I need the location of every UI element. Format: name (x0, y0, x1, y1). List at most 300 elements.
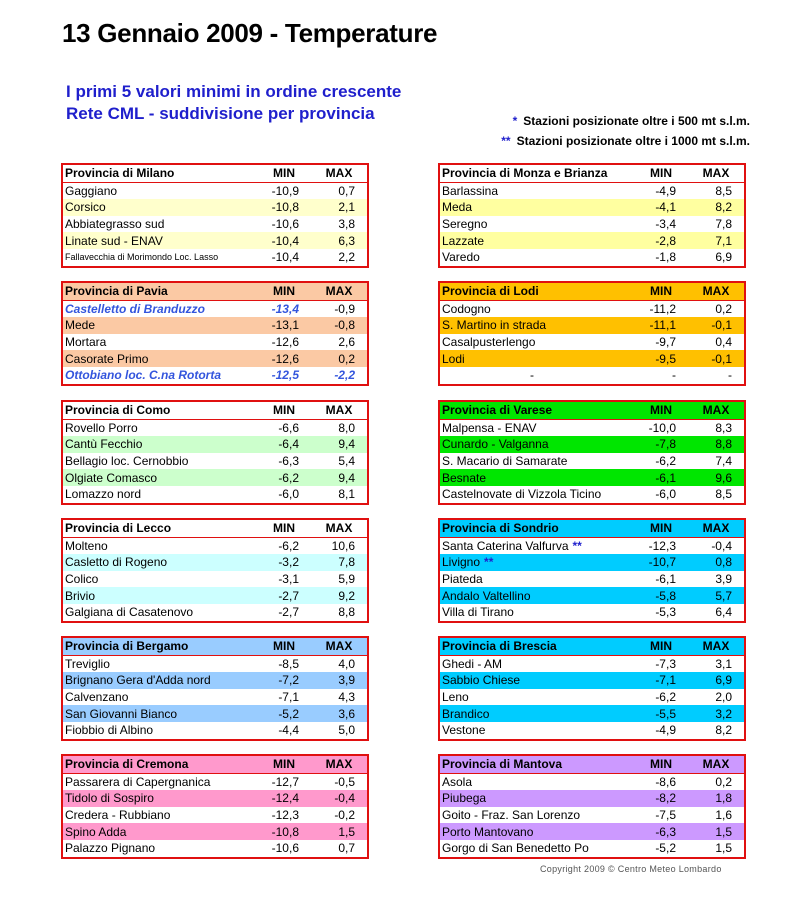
province-title: Provincia di Varese (442, 403, 553, 418)
max-temp: 4,3 (338, 690, 355, 705)
station-name-text: Lazzate (442, 233, 485, 248)
station-row (63, 840, 367, 857)
station-name (63, 825, 245, 839)
station-row (63, 301, 367, 318)
station-name-text: Meda (442, 200, 473, 215)
station-name (440, 234, 622, 248)
page-title: 13 Gennaio 2009 - Temperature (62, 18, 438, 48)
station-name (63, 487, 245, 501)
col-min-header: MIN (273, 403, 295, 418)
min-temp: -12,5 (271, 368, 299, 383)
station-name-text: Gorgo di San Benedetto Po (442, 841, 589, 856)
min-temp: -6,2 (655, 454, 676, 469)
station-name-text: Besnate (442, 470, 487, 485)
max-temp: 3,1 (715, 656, 732, 671)
station-name-text: Molteno (65, 538, 108, 553)
min-temp: -2,8 (655, 233, 676, 248)
station-name-text: Passarera di Capergnanica (65, 774, 211, 789)
min-temp: -10,8 (271, 200, 299, 215)
station-row (440, 538, 744, 555)
max-temp: -0,1 (711, 351, 732, 366)
min-temp: -5,8 (655, 588, 676, 603)
station-name (440, 368, 622, 382)
province-title: Provincia di Lecco (65, 521, 172, 536)
station-name (440, 250, 622, 264)
station-name (440, 555, 622, 569)
single-star-icon: * (512, 114, 518, 128)
province-header (440, 283, 744, 301)
station-row (440, 672, 744, 689)
max-temp: 2,1 (338, 200, 355, 215)
max-temp: -0,1 (711, 318, 732, 333)
station-name (63, 723, 245, 737)
max-temp: -0,4 (334, 791, 355, 806)
max-temp: 4,0 (338, 656, 355, 671)
max-temp: -0,9 (334, 301, 355, 316)
station-name (440, 454, 622, 468)
station-name-text: Casalpusterlengo (442, 335, 536, 350)
station-name-text: Ghedi - AM (442, 656, 503, 671)
station-name-text: Piateda (442, 572, 483, 587)
station-name-text: Fallavecchia di Morimondo Loc. Lasso (65, 252, 219, 263)
min-temp: -8,6 (655, 774, 676, 789)
min-temp: -6,6 (278, 420, 299, 435)
max-temp: 1,5 (338, 824, 355, 839)
station-row (63, 469, 367, 486)
station-row (440, 367, 744, 384)
province-title: Provincia di Cremona (65, 757, 189, 772)
station-name-text: San Giovanni Bianco (65, 706, 178, 721)
station-name-text: Treviglio (65, 656, 110, 671)
station-name-text: Barlassina (442, 183, 499, 198)
station-name (63, 841, 245, 855)
max-temp: 8,2 (715, 723, 732, 738)
min-temp: -4,1 (655, 200, 676, 215)
station-name-text: Livigno (442, 555, 481, 570)
station-name (63, 657, 245, 671)
station-row (63, 538, 367, 555)
station-name (63, 217, 245, 231)
col-min-header: MIN (273, 639, 295, 654)
station-name (63, 252, 245, 262)
min-temp: -11,2 (649, 301, 676, 316)
col-min-header: MIN (650, 521, 672, 536)
station-name-text: Galgiana di Casatenovo (65, 605, 194, 620)
copyright-footer: Copyright 2009 © Centro Meteo Lombardo (540, 864, 722, 874)
station-name (63, 234, 245, 248)
station-name-text: Credera - Rubbiano (65, 808, 171, 823)
station-name (440, 657, 622, 671)
min-temp: -10,8 (271, 824, 299, 839)
min-temp: -7,5 (655, 808, 676, 823)
station-row (440, 689, 744, 706)
max-temp: 9,2 (338, 588, 355, 603)
col-max-header: MAX (702, 757, 730, 772)
station-name-text: Lodi (442, 351, 465, 366)
min-temp: -5,3 (655, 605, 676, 620)
min-temp: -10,0 (648, 420, 676, 435)
station-name (440, 437, 622, 451)
min-temp: -8,5 (278, 656, 299, 671)
station-name (63, 539, 245, 553)
min-temp: -6,3 (655, 824, 676, 839)
station-row (440, 334, 744, 351)
min-temp: -4,4 (278, 723, 299, 738)
station-name (63, 707, 245, 721)
station-name (440, 589, 622, 603)
station-name (63, 421, 245, 435)
station-name-text: Olgiate Comasco (65, 470, 158, 485)
min-temp: -5,5 (655, 706, 676, 721)
station-name-text: Santa Caterina Valfurva (442, 538, 569, 553)
col-max-header: MAX (325, 403, 353, 418)
station-name-text: Calvenzano (65, 690, 129, 705)
min-temp: -2,7 (278, 605, 299, 620)
station-name (440, 723, 622, 737)
min-temp: -6,1 (655, 572, 676, 587)
station-name (63, 302, 245, 316)
max-temp: 6,4 (715, 605, 732, 620)
min-temp: -12,6 (271, 335, 299, 350)
min-temp: -10,9 (271, 183, 299, 198)
station-name-text: Palazzo Pignano (65, 841, 156, 856)
station-row (440, 604, 744, 621)
legend-1000m (501, 134, 750, 148)
min-temp: -6,2 (278, 470, 299, 485)
min-temp: -4,9 (655, 723, 676, 738)
station-row (63, 554, 367, 571)
max-temp: 1,6 (715, 808, 732, 823)
station-row (440, 350, 744, 367)
station-name-text: S. Martino in strada (442, 318, 547, 333)
station-row (440, 317, 744, 334)
col-min-header: MIN (273, 521, 295, 536)
province-title: Provincia di Mantova (442, 757, 563, 772)
col-max-header: MAX (702, 166, 730, 181)
max-temp: 8,1 (338, 487, 355, 502)
max-temp: 5,4 (338, 454, 355, 469)
max-temp: 0,7 (338, 183, 355, 198)
station-name-text: Goito - Fraz. San Lorenzo (442, 808, 581, 823)
max-temp: -2,2 (334, 368, 355, 383)
station-row (63, 705, 367, 722)
station-row (440, 183, 744, 200)
province-title: Provincia di Sondrio (442, 521, 559, 536)
province-title: Provincia di Lodi (442, 284, 539, 299)
station-name (63, 200, 245, 214)
col-min-header: MIN (273, 284, 295, 299)
station-row (440, 571, 744, 588)
max-temp: 2,2 (338, 250, 355, 265)
col-min-header: MIN (273, 166, 295, 181)
col-max-header: MAX (702, 284, 730, 299)
col-max-header: MAX (325, 757, 353, 772)
max-temp: 9,4 (338, 437, 355, 452)
station-name-text: - (530, 368, 534, 383)
station-name-text: Linate sud - ENAV (65, 233, 163, 248)
station-row (63, 656, 367, 673)
min-temp: -10,4 (271, 250, 299, 265)
province-title: Provincia di Pavia (65, 284, 168, 299)
province-table (438, 400, 746, 505)
province-header (63, 520, 367, 538)
min-temp: -7,3 (655, 656, 676, 671)
station-name (440, 673, 622, 687)
station-name-text: S. Macario di Samarate (442, 454, 568, 469)
min-temp: -11,1 (649, 318, 676, 333)
max-temp: 10,6 (331, 538, 355, 553)
station-name-text: Bellagio loc. Cernobbio (65, 454, 189, 469)
province-header (440, 638, 744, 656)
station-name-text: Ottobiano loc. C.na Rotorta (65, 368, 221, 383)
station-row (440, 469, 744, 486)
max-temp: 9,4 (338, 470, 355, 485)
station-name-text: Andalo Valtellino (442, 588, 531, 603)
col-min-header: MIN (650, 757, 672, 772)
max-temp: 0,4 (715, 335, 732, 350)
station-name-text: Leno (442, 690, 469, 705)
station-row (63, 672, 367, 689)
min-temp: -7,1 (655, 673, 676, 688)
station-name (63, 184, 245, 198)
station-name (440, 572, 622, 586)
max-temp: 7,8 (338, 555, 355, 570)
double-star-icon: ** (572, 538, 582, 553)
province-header (63, 283, 367, 301)
col-max-header: MAX (702, 521, 730, 536)
station-name-text: Gaggiano (65, 183, 118, 198)
station-row (63, 232, 367, 249)
station-row (63, 317, 367, 334)
max-temp: 3,9 (338, 673, 355, 688)
max-temp: 3,2 (715, 706, 732, 721)
station-name-text: Tidolo di Sospiro (65, 791, 154, 806)
province-table (61, 163, 369, 268)
station-name (63, 335, 245, 349)
station-name-text: Spino Adda (65, 824, 127, 839)
province-header (440, 520, 744, 538)
legend-500m (513, 114, 750, 128)
max-temp: -0,8 (334, 318, 355, 333)
min-temp: -10,7 (648, 555, 676, 570)
station-row (63, 350, 367, 367)
station-name (440, 471, 622, 485)
province-title: Provincia di Bergamo (65, 639, 189, 654)
station-row (440, 587, 744, 604)
station-name (63, 368, 245, 382)
station-row (440, 840, 744, 857)
station-name-text: Vestone (442, 723, 486, 738)
station-row (63, 689, 367, 706)
min-temp: -6,0 (655, 487, 676, 502)
max-temp: 6,9 (715, 250, 732, 265)
min-temp: -9,7 (655, 335, 676, 350)
station-name (440, 605, 622, 619)
station-row (63, 216, 367, 233)
station-row (440, 216, 744, 233)
province-header (440, 165, 744, 183)
min-temp: -1,8 (655, 250, 676, 265)
station-name (440, 707, 622, 721)
station-name (440, 825, 622, 839)
station-name (63, 437, 245, 451)
station-row (63, 774, 367, 791)
station-row (63, 486, 367, 503)
province-table (438, 281, 746, 386)
col-max-header: MAX (325, 284, 353, 299)
min-temp: -7,2 (278, 673, 299, 688)
station-row (440, 722, 744, 739)
station-name-text: Castelnovate di Vizzola Ticino (442, 487, 602, 502)
station-name-text: Piubega (442, 791, 487, 806)
station-name (440, 200, 622, 214)
max-temp: 6,9 (715, 673, 732, 688)
station-name-text: Varedo (442, 250, 480, 265)
station-name (440, 302, 622, 316)
station-name (440, 841, 622, 855)
station-name-text: Mortara (65, 335, 107, 350)
station-name-text: Brandico (442, 706, 490, 721)
station-name-text: Codogno (442, 301, 491, 316)
station-row (63, 199, 367, 216)
subtitle-network: Rete CML - suddivisione per provincia (66, 104, 375, 123)
station-row (63, 183, 367, 200)
station-name-text: Rovello Porro (65, 420, 138, 435)
col-min-header: MIN (650, 166, 672, 181)
province-table (438, 754, 746, 859)
max-temp: 0,7 (338, 841, 355, 856)
max-temp: 9,6 (715, 470, 732, 485)
min-temp: -6,3 (278, 454, 299, 469)
station-name-text: Sabbio Chiese (442, 673, 521, 688)
station-row (63, 807, 367, 824)
station-name (440, 318, 622, 332)
station-name (440, 539, 622, 553)
col-max-header: MAX (325, 166, 353, 181)
min-temp: -6,1 (655, 470, 676, 485)
station-name (63, 318, 245, 332)
station-name-text: Porto Mantovano (442, 824, 534, 839)
station-name-text: Malpensa - ENAV (442, 420, 537, 435)
province-table (61, 636, 369, 741)
max-temp: -0,4 (711, 538, 732, 553)
max-temp: 0,8 (715, 555, 732, 570)
province-table (61, 518, 369, 623)
station-name (440, 775, 622, 789)
station-name (63, 690, 245, 704)
min-temp: -6,4 (278, 437, 299, 452)
station-name (440, 184, 622, 198)
station-name-text: Cunardo - Valganna (442, 437, 549, 452)
station-name-text: Mede (65, 318, 96, 333)
station-name-text: Villa di Tirano (442, 605, 514, 620)
min-temp: -10,6 (271, 217, 299, 232)
station-name (440, 808, 622, 822)
station-name (440, 217, 622, 231)
max-temp: 7,4 (715, 454, 732, 469)
station-name-text: Lomazzo nord (65, 487, 142, 502)
max-temp: -0,5 (334, 774, 355, 789)
province-table (438, 636, 746, 741)
province-table (438, 518, 746, 623)
station-row (440, 823, 744, 840)
max-temp: - (728, 368, 732, 383)
col-max-header: MAX (325, 521, 353, 536)
station-name-text: Seregno (442, 217, 488, 232)
station-row (63, 420, 367, 437)
station-name-text: Fiobbio di Albino (65, 723, 154, 738)
province-title: Provincia di Milano (65, 166, 175, 181)
max-temp: 8,2 (715, 200, 732, 215)
max-temp: 1,5 (715, 841, 732, 856)
station-row (440, 774, 744, 791)
station-row (440, 554, 744, 571)
station-name-text: Corsico (65, 200, 106, 215)
station-name (63, 454, 245, 468)
station-row (63, 604, 367, 621)
max-temp: 0,2 (715, 774, 732, 789)
station-name-text: Castelletto di Branduzzo (65, 301, 206, 316)
station-row (440, 453, 744, 470)
max-temp: 8,5 (715, 487, 732, 502)
col-max-header: MAX (702, 403, 730, 418)
max-temp: -0,2 (334, 808, 355, 823)
province-table (61, 400, 369, 505)
station-name (440, 421, 622, 435)
station-name (63, 808, 245, 822)
province-table (61, 281, 369, 386)
col-min-header: MIN (273, 757, 295, 772)
min-temp: -9,5 (655, 351, 676, 366)
province-title: Provincia di Brescia (442, 639, 557, 654)
station-name (440, 791, 622, 805)
col-min-header: MIN (650, 639, 672, 654)
min-temp: -7,1 (278, 690, 299, 705)
min-temp: - (672, 368, 676, 383)
station-name (63, 572, 245, 586)
station-name (440, 335, 622, 349)
station-row (440, 420, 744, 437)
min-temp: -4,9 (655, 183, 676, 198)
min-temp: -12,3 (271, 808, 299, 823)
station-row (63, 571, 367, 588)
station-name (440, 487, 622, 501)
max-temp: 8,8 (338, 605, 355, 620)
province-table (438, 163, 746, 268)
max-temp: 1,5 (715, 824, 732, 839)
legend-500m-text: Stazioni posizionate oltre i 500 mt s.l.m. (523, 114, 750, 128)
station-name (63, 555, 245, 569)
max-temp: 3,8 (338, 217, 355, 232)
min-temp: -13,4 (271, 301, 299, 316)
station-name (63, 605, 245, 619)
station-name-text: Abbiategrasso sud (65, 217, 165, 232)
min-temp: -12,7 (271, 774, 299, 789)
station-row (63, 722, 367, 739)
station-name-text: Asola (442, 774, 473, 789)
min-temp: -6,0 (278, 487, 299, 502)
col-min-header: MIN (650, 284, 672, 299)
station-row (63, 823, 367, 840)
station-row (63, 790, 367, 807)
station-row (440, 232, 744, 249)
station-name (63, 589, 245, 603)
max-temp: 6,3 (338, 233, 355, 248)
col-max-header: MAX (702, 639, 730, 654)
province-header (440, 402, 744, 420)
province-header (63, 165, 367, 183)
min-temp: -7,8 (655, 437, 676, 452)
